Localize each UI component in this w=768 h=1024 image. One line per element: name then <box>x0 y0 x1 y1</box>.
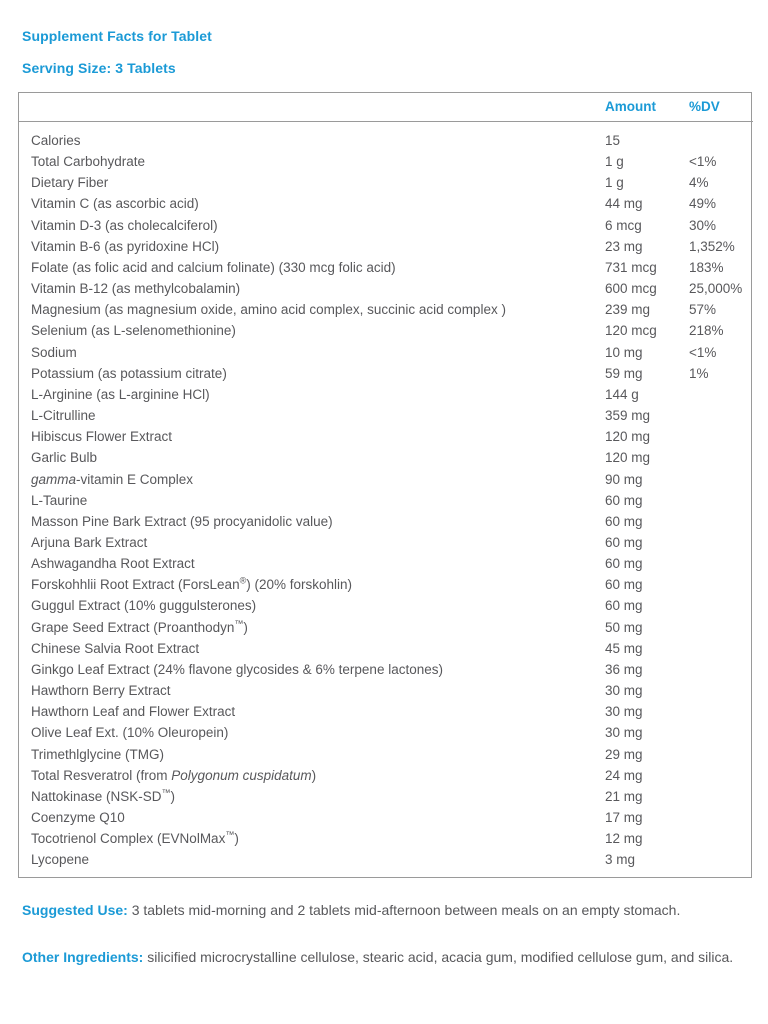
nutrient-name: Vitamin D-3 (as cholecalciferol) <box>31 217 218 233</box>
nutrient-name: Garlic Bulb <box>31 450 98 466</box>
nutrient-amount: 239 mg <box>605 302 651 318</box>
nutrient-name: Total Carbohydrate <box>31 154 146 170</box>
nutrient-daily-value <box>689 122 753 152</box>
nutrient-amount: 36 mg <box>605 661 643 677</box>
table-row <box>19 617 753 638</box>
table-row <box>19 172 753 193</box>
nutrient-name: L-Arginine (as L-arginine HCl) <box>31 386 210 402</box>
nutrient-name: Grape Seed Extract (Proanthodyn™) <box>31 618 248 635</box>
nutrient-amount: 29 mg <box>605 746 643 762</box>
nutrient-daily-value <box>689 447 753 468</box>
table-row <box>19 215 753 236</box>
nutrient-amount: 60 mg <box>605 534 643 550</box>
nutrient-name: Arjuna Bark Extract <box>31 534 148 550</box>
nutrient-amount: 60 mg <box>605 556 643 572</box>
nutrient-daily-value: 4% <box>689 175 709 191</box>
nutrient-daily-value: 218% <box>689 323 724 339</box>
table-row <box>19 363 753 384</box>
table-row <box>19 299 753 320</box>
nutrient-amount: 30 mg <box>605 725 643 741</box>
nutrient-name: Calories <box>31 133 81 148</box>
table-row <box>19 786 753 807</box>
nutrient-daily-value <box>689 617 753 638</box>
supplement-facts-table-wrapper <box>18 92 752 878</box>
nutrient-daily-value <box>689 511 753 532</box>
nutrient-amount: 3 mg <box>605 852 636 868</box>
nutrient-amount: 1 g <box>605 154 624 170</box>
nutrient-daily-value: 25,000% <box>689 281 743 297</box>
nutrient-daily-value <box>689 680 753 701</box>
nutrient-name: Guggul Extract (10% guggulsterones) <box>31 598 257 614</box>
table-row <box>19 405 753 426</box>
table-body <box>19 122 753 878</box>
nutrient-amount: 60 mg <box>605 513 643 529</box>
table-row <box>19 807 753 828</box>
nutrient-amount: 12 mg <box>605 831 643 847</box>
nutrient-daily-value: <1% <box>689 344 717 360</box>
nutrient-daily-value <box>689 828 753 849</box>
nutrient-daily-value: 183% <box>689 259 724 275</box>
column-header-amount: Amount <box>605 93 689 122</box>
nutrient-name: Potassium (as potassium citrate) <box>31 365 227 381</box>
nutrient-daily-value: <1% <box>689 154 717 170</box>
nutrient-daily-value <box>689 744 753 765</box>
nutrient-name: Lycopene <box>31 852 90 868</box>
nutrient-daily-value: 1% <box>689 365 709 381</box>
table-row <box>19 744 753 765</box>
table-row <box>19 532 753 553</box>
table-row <box>19 595 753 616</box>
nutrient-amount: 144 g <box>605 386 639 402</box>
nutrient-daily-value: 30% <box>689 217 717 233</box>
nutrient-name: Ashwagandha Root Extract <box>31 556 195 572</box>
nutrient-daily-value <box>689 659 753 680</box>
nutrient-name: Folate (as folic acid and calcium folinate) (330 mcg folic acid) <box>31 259 396 275</box>
nutrient-name: Vitamin B-6 (as pyridoxine HCl) <box>31 238 220 254</box>
nutrient-amount: 45 mg <box>605 640 643 656</box>
suggested-use-note <box>22 900 746 921</box>
table-row <box>19 447 753 468</box>
nutrient-daily-value <box>689 469 753 490</box>
nutrient-name: L-Citrulline <box>31 408 96 424</box>
nutrient-name: Nattokinase (NSK-SD™) <box>31 787 176 804</box>
nutrient-name: Hawthorn Leaf and Flower Extract <box>31 704 236 720</box>
nutrient-amount: 21 mg <box>605 788 643 804</box>
panel-title: Supplement Facts for Tablet <box>22 28 212 44</box>
nutrient-name: Coenzyme Q10 <box>31 810 125 825</box>
table-row <box>19 511 753 532</box>
table-row <box>19 638 753 659</box>
nutrient-amount: 359 mg <box>605 408 651 424</box>
table-header-row <box>19 93 753 122</box>
suggested-use-label: Suggested Use: <box>22 902 128 919</box>
nutrient-daily-value <box>689 595 753 616</box>
other-ingredients-note <box>22 947 746 968</box>
nutrient-daily-value <box>689 786 753 807</box>
nutrient-name: Hibiscus Flower Extract <box>31 429 173 445</box>
nutrient-amount: 59 mg <box>605 365 643 381</box>
nutrient-amount: 44 mg <box>605 196 643 212</box>
nutrient-name: Sodium <box>31 344 77 360</box>
table-row <box>19 320 753 341</box>
table-row <box>19 765 753 786</box>
nutrient-name: Masson Pine Bark Extract (95 procyanidolic value) <box>31 513 333 529</box>
table-row <box>19 701 753 722</box>
nutrient-amount: 24 mg <box>605 767 643 783</box>
nutrient-daily-value <box>689 849 753 877</box>
nutrient-amount: 15 <box>605 133 621 148</box>
nutrient-daily-value <box>689 384 753 405</box>
table-row <box>19 828 753 849</box>
nutrient-amount: 60 mg <box>605 492 643 508</box>
table-row <box>19 426 753 447</box>
nutrient-daily-value <box>689 765 753 786</box>
nutrient-daily-value <box>689 807 753 828</box>
nutrient-amount: 120 mg <box>605 429 651 445</box>
column-header-nutrient <box>19 93 605 122</box>
nutrient-amount: 60 mg <box>605 598 643 614</box>
nutrient-name: Trimethlglycine (TMG) <box>31 746 165 762</box>
nutrient-name: Vitamin B-12 (as methylcobalamin) <box>31 281 241 297</box>
table-row <box>19 469 753 490</box>
nutrient-name: Dietary Fiber <box>31 175 109 191</box>
suggested-use-text: 3 tablets mid-morning and 2 tablets mid-afternoon between meals on an empty stomach. <box>127 902 681 919</box>
nutrient-amount: 120 mg <box>605 450 651 466</box>
nutrient-name: Ginkgo Leaf Extract (24% flavone glycosides & 6% terpene lactones) <box>31 661 443 677</box>
table-row <box>19 490 753 511</box>
table-row <box>19 680 753 701</box>
column-header-dv: %DV <box>689 93 753 122</box>
table-row <box>19 257 753 278</box>
table-row <box>19 278 753 299</box>
nutrient-amount: 731 mcg <box>605 259 657 275</box>
nutrient-daily-value: 57% <box>689 302 717 318</box>
nutrient-daily-value <box>689 574 753 595</box>
nutrient-daily-value <box>689 532 753 553</box>
table-row <box>19 553 753 574</box>
nutrient-name: Olive Leaf Ext. (10% Oleuropein) <box>31 725 229 741</box>
nutrient-name: Selenium (as L-selenomethionine) <box>31 323 236 339</box>
table-row <box>19 574 753 595</box>
nutrient-amount: 30 mg <box>605 683 643 699</box>
nutrient-daily-value <box>689 638 753 659</box>
nutrient-amount: 50 mg <box>605 619 643 635</box>
nutrient-daily-value <box>689 701 753 722</box>
nutrient-name: Vitamin C (as ascorbic acid) <box>31 196 199 212</box>
table-row <box>19 384 753 405</box>
nutrient-daily-value <box>689 490 753 511</box>
nutrient-name: Chinese Salvia Root Extract <box>31 640 200 656</box>
table-row <box>19 122 753 152</box>
nutrient-daily-value <box>689 553 753 574</box>
supplement-facts-table <box>19 93 753 877</box>
nutrient-name: Magnesium (as magnesium oxide, amino acid complex, succinic acid complex ) <box>31 302 506 318</box>
nutrient-amount: 120 mcg <box>605 323 657 339</box>
nutrient-amount: 90 mg <box>605 471 643 487</box>
nutrient-name: Hawthorn Berry Extract <box>31 683 171 699</box>
nutrient-daily-value <box>689 722 753 743</box>
serving-size: Serving Size: 3 Tablets <box>22 60 176 76</box>
nutrient-daily-value <box>689 405 753 426</box>
nutrient-daily-value: 49% <box>689 196 717 212</box>
nutrient-amount: 30 mg <box>605 704 643 720</box>
other-ingredients-label: Other Ingredients: <box>22 949 144 966</box>
nutrient-amount: 1 g <box>605 175 624 191</box>
nutrient-amount: 60 mg <box>605 577 643 593</box>
nutrient-name: Forskohhlii Root Extract (ForsLean®) (20% forskohlin) <box>31 575 353 593</box>
nutrient-amount: 10 mg <box>605 344 643 360</box>
table-row <box>19 849 753 877</box>
nutrient-name: Total Resveratrol (from Polygonum cuspidatum) <box>31 767 317 783</box>
table-row <box>19 236 753 257</box>
table-row <box>19 193 753 214</box>
nutrient-name: Tocotrienol Complex (EVNolMax™) <box>31 829 239 847</box>
nutrient-name: gamma-vitamin E Complex <box>31 471 194 487</box>
nutrient-amount: 23 mg <box>605 238 643 254</box>
nutrient-amount: 17 mg <box>605 810 643 825</box>
table-row <box>19 342 753 363</box>
table-row <box>19 722 753 743</box>
table-row <box>19 659 753 680</box>
nutrient-daily-value <box>689 426 753 447</box>
nutrient-amount: 600 mcg <box>605 281 657 297</box>
nutrient-daily-value: 1,352% <box>689 238 735 254</box>
nutrient-amount: 6 mcg <box>605 217 642 233</box>
nutrient-name: L-Taurine <box>31 492 88 508</box>
other-ingredients-text: silicified microcrystalline cellulose, stearic acid, acacia gum, modified cellulose gum, and silica. <box>143 949 734 966</box>
table-row <box>19 151 753 172</box>
